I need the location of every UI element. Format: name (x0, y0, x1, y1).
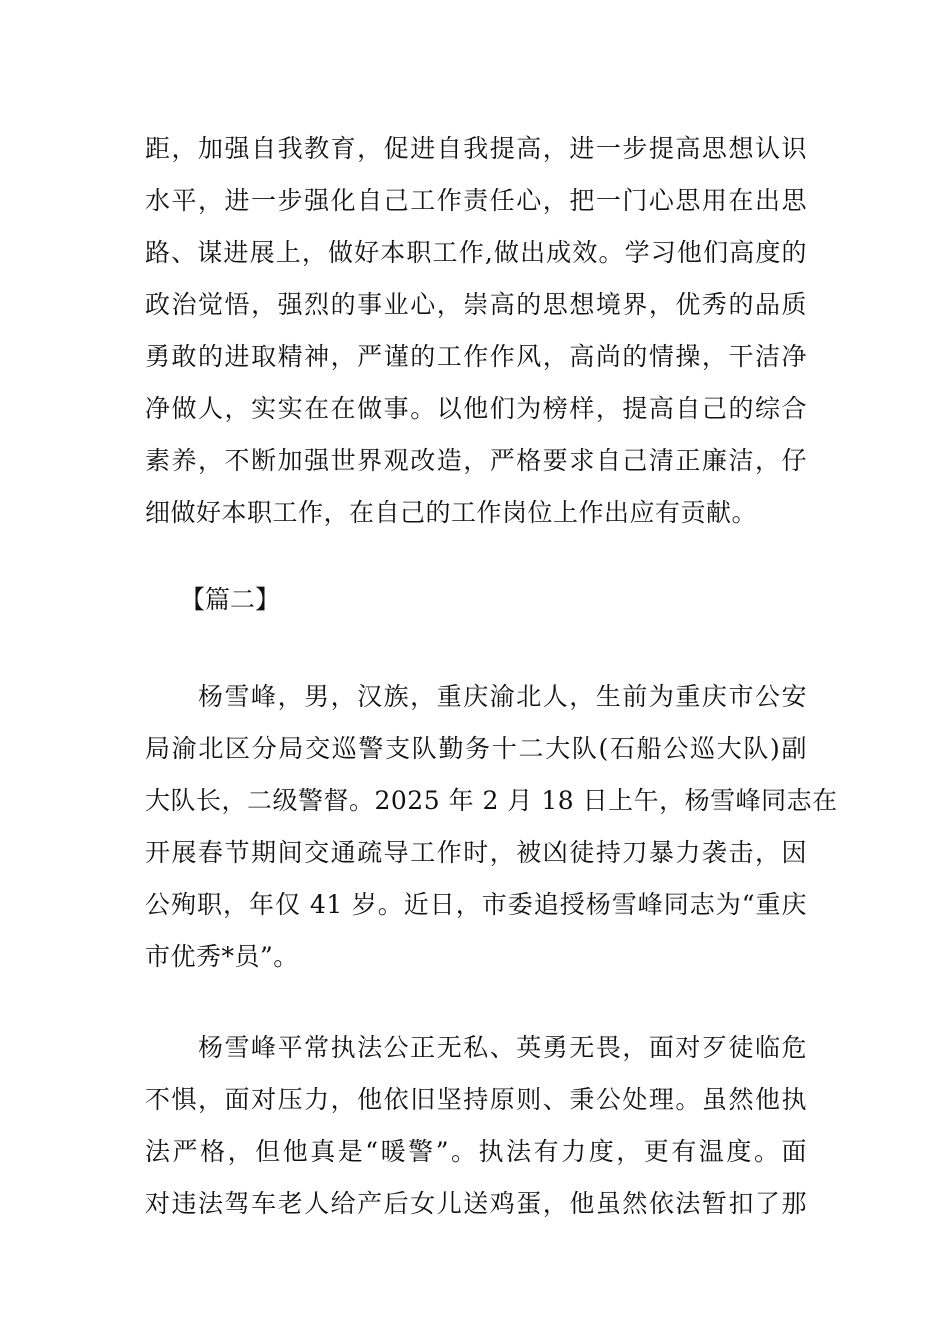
paragraph-line: 市优秀*员”。 (145, 942, 299, 971)
paragraph-line: 对违法驾车老人给产后女儿送鸡蛋，他虽然依法暂扣了那 (145, 1189, 807, 1218)
paragraph-line: 公殉职，年仅 41 岁。近日，市委追授杨雪峰同志为“重庆 (145, 890, 807, 919)
paragraph-line: 净做人，实实在在做事。以他们为榜样，提高自己的综合 (145, 394, 807, 423)
paragraph-line: 杨雪峰平常执法公正无私、英勇无畏，面对歹徒临危 (198, 1033, 807, 1062)
paragraph-line: 路、谋进展上，做好本职工作,做出成效。学习他们高度的 (145, 238, 807, 267)
paragraph-line: 大队长，二级警督。2025 年 2 月 18 日上午，杨雪峰同志在 (145, 786, 838, 815)
paragraph-line: 杨雪峰，男，汉族，重庆渝北人，生前为重庆市公安 (198, 682, 807, 711)
paragraph-1 (145, 123, 807, 539)
paragraph-line: 素养，不断加强世界观改造，严格要求自己清正廉洁，仔 (145, 446, 807, 475)
paragraph-line: 法严格，但他真是“暖警”。执法有力度，更有温度。面 (145, 1137, 807, 1166)
paragraph-line: 勇敢的进取精神，严谨的工作作风，高尚的情操，干洁净 (145, 342, 807, 371)
paragraph-line: 局渝北区分局交巡警支队勤务十二大队(石船公巡大队)副 (145, 734, 807, 763)
paragraph-3 (145, 1022, 807, 1230)
paragraph-line: 不惧，面对压力，他依旧坚持原则、秉公处理。虽然他执 (145, 1085, 807, 1114)
section-heading: 【篇二】 (180, 585, 281, 614)
paragraph-line: 距，加强自我教育，促进自我提高，进一步提高思想认识 (145, 134, 807, 163)
paragraph-2 (145, 671, 838, 983)
paragraph-line: 水平，进一步强化自己工作责任心，把一门心思用在出思 (145, 186, 807, 215)
paragraph-line: 开展春节期间交通疏导工作时，被凶徒持刀暴力袭击，因 (145, 838, 807, 867)
paragraph-line: 政治觉悟，强烈的事业心，崇高的思想境界，优秀的品质 (145, 290, 807, 319)
paragraph-line: 细做好本职工作，在自己的工作岗位上作出应有贡献。 (145, 498, 758, 527)
